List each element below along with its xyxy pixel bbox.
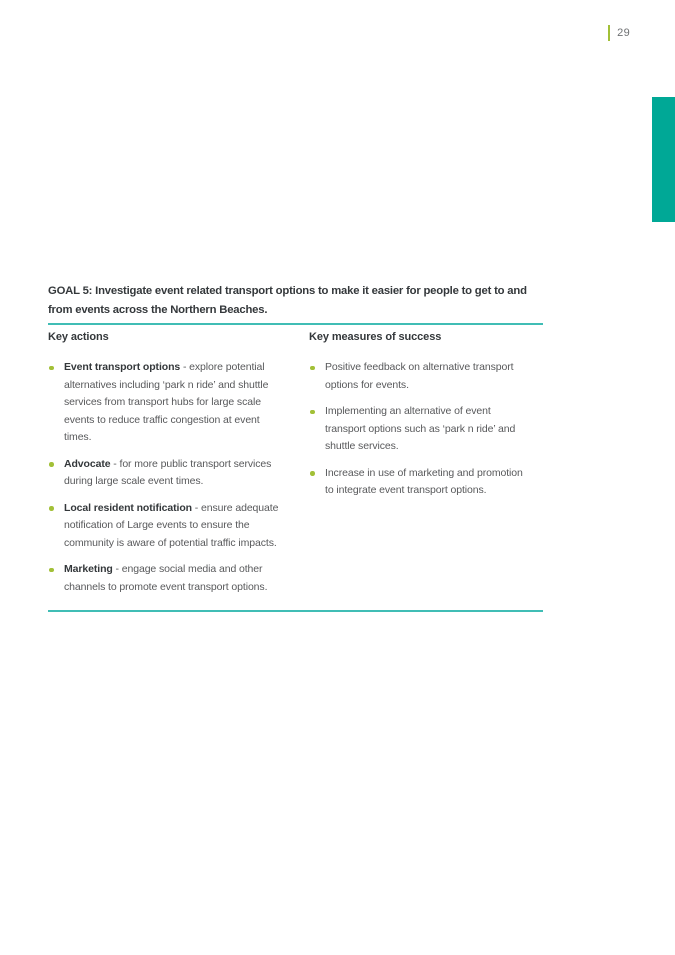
goal-heading: GOAL 5: Investigate event related transport options to make it easier for people to get to and from events across the Northern Beaches. (48, 285, 527, 316)
list-item (48, 359, 289, 447)
list-item (309, 359, 530, 394)
list-item (48, 456, 289, 491)
bullet-icon (49, 506, 54, 511)
list-item (309, 403, 530, 456)
column-header-key-actions: Key actions (48, 331, 109, 343)
columns-body (48, 359, 543, 605)
goal-section (48, 282, 543, 612)
list-item-text: Implementing an alternative of event transport options such as ‘park n ride’ and shuttle services. (325, 405, 516, 452)
list-item-text: - explore potential alternatives including ‘park n ride’ and shuttle services from transport hubs for large scale events to reduce traffic congestion at event times. (64, 361, 269, 443)
column-headers (48, 331, 543, 343)
key-measures-list (309, 359, 543, 500)
bullet-icon (310, 366, 315, 371)
list-item-text: Increase in use of marketing and promotion to integrate event transport options. (325, 466, 523, 496)
bullet-icon (310, 471, 315, 476)
key-actions-list (48, 359, 309, 596)
bullet-icon (49, 462, 54, 467)
bottom-rule (48, 610, 543, 612)
key-actions-column (48, 359, 309, 605)
list-item-text: Positive feedback on alternative transport options for events. (325, 361, 514, 391)
list-item-lead: Marketing (64, 563, 113, 575)
list-item-text: - engage social media and other channels to promote event transport options. (64, 563, 268, 593)
list-item-text: - for more public transport services during large scale event times. (64, 457, 272, 487)
bullet-icon (310, 410, 315, 415)
page-number-block (608, 25, 630, 41)
list-item-lead: Local resident notification (64, 501, 192, 514)
column-header-key-measures: Key measures of success (309, 331, 442, 343)
list-item-lead: Event transport options (64, 361, 181, 373)
sidebar-accent-bar (652, 97, 675, 222)
list-item-lead: Advocate (64, 457, 111, 470)
key-measures-column (309, 359, 543, 605)
bullet-icon (49, 568, 54, 573)
list-item-text: - ensure adequate notification of Large events to ensure the community is aware of potential traffic impacts. (64, 501, 279, 549)
page-number-divider-icon (608, 25, 610, 41)
page-number: 29 (617, 27, 630, 39)
bullet-icon (49, 366, 54, 371)
list-item (48, 561, 289, 596)
list-item (48, 500, 289, 553)
top-rule (48, 323, 543, 325)
list-item (309, 465, 530, 500)
